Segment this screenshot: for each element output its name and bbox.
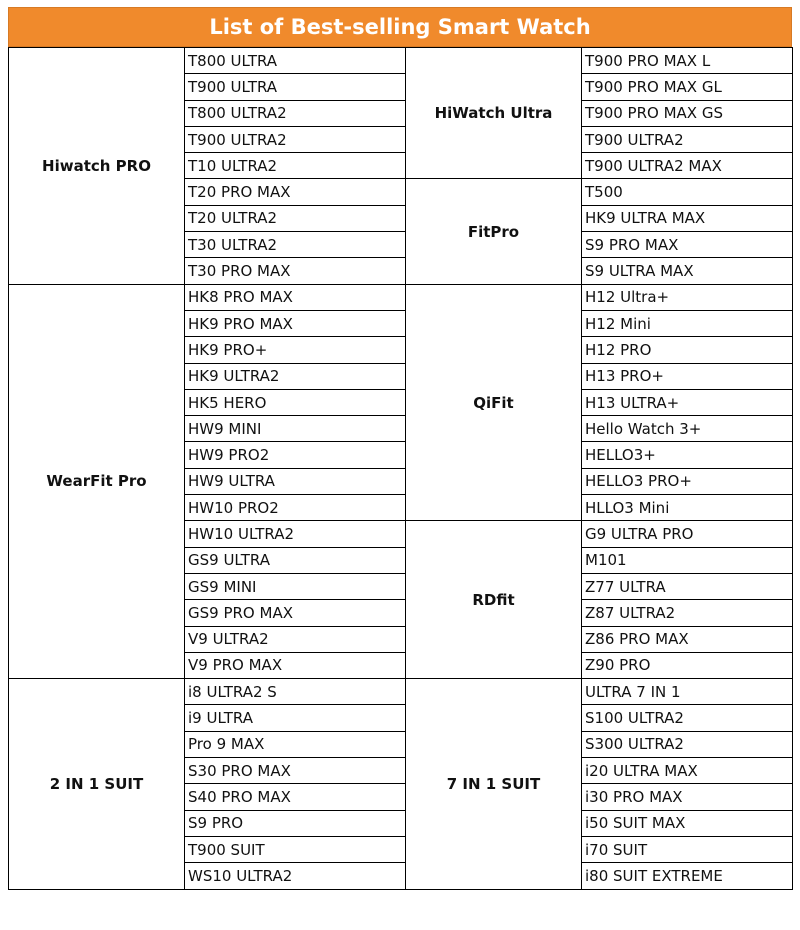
watch-table bbox=[8, 47, 793, 890]
watch-list-sheet bbox=[8, 7, 792, 890]
left-model-cell: HK9 PRO+ bbox=[185, 337, 406, 363]
left-model-cell: V9 PRO MAX bbox=[185, 652, 406, 678]
right-model-cell: T900 ULTRA2 MAX bbox=[582, 153, 793, 179]
right-model-cell: H12 Ultra+ bbox=[582, 284, 793, 310]
right-model-cell: T900 PRO MAX GL bbox=[582, 74, 793, 100]
right-model-cell: H12 Mini bbox=[582, 310, 793, 336]
right-model-cell: G9 ULTRA PRO bbox=[582, 521, 793, 547]
left-model-cell: T10 ULTRA2 bbox=[185, 153, 406, 179]
left-model-cell: HW10 ULTRA2 bbox=[185, 521, 406, 547]
right-model-cell: i80 SUIT EXTREME bbox=[582, 863, 793, 889]
left-model-cell: HW10 PRO2 bbox=[185, 495, 406, 521]
right-model-cell: S300 ULTRA2 bbox=[582, 731, 793, 757]
left-model-cell: T20 ULTRA2 bbox=[185, 205, 406, 231]
table-row bbox=[9, 679, 793, 705]
right-model-cell: S9 ULTRA MAX bbox=[582, 258, 793, 284]
left-brand-cell: WearFit Pro bbox=[9, 284, 185, 678]
left-model-cell: HK9 ULTRA2 bbox=[185, 363, 406, 389]
left-model-cell: V9 ULTRA2 bbox=[185, 626, 406, 652]
left-model-cell: T900 ULTRA bbox=[185, 74, 406, 100]
left-model-cell: Pro 9 MAX bbox=[185, 731, 406, 757]
left-model-cell: T20 PRO MAX bbox=[185, 179, 406, 205]
right-model-cell: ULTRA 7 IN 1 bbox=[582, 679, 793, 705]
left-model-cell: i8 ULTRA2 S bbox=[185, 679, 406, 705]
right-brand-cell: HiWatch Ultra bbox=[406, 48, 582, 179]
right-model-cell: HELLO3 PRO+ bbox=[582, 468, 793, 494]
right-brand-cell: RDfit bbox=[406, 521, 582, 679]
right-model-cell: T500 bbox=[582, 179, 793, 205]
right-model-cell: Z90 PRO bbox=[582, 652, 793, 678]
left-model-cell: HK9 PRO MAX bbox=[185, 310, 406, 336]
right-model-cell: T900 PRO MAX L bbox=[582, 48, 793, 74]
right-model-cell: S100 ULTRA2 bbox=[582, 705, 793, 731]
left-model-cell: T900 ULTRA2 bbox=[185, 126, 406, 152]
right-model-cell: S9 PRO MAX bbox=[582, 232, 793, 258]
left-model-cell: WS10 ULTRA2 bbox=[185, 863, 406, 889]
right-brand-cell: QiFit bbox=[406, 284, 582, 521]
right-model-cell: Z77 ULTRA bbox=[582, 573, 793, 599]
left-model-cell: S30 PRO MAX bbox=[185, 758, 406, 784]
right-model-cell: i20 ULTRA MAX bbox=[582, 758, 793, 784]
left-model-cell: i9 ULTRA bbox=[185, 705, 406, 731]
left-model-cell: HW9 ULTRA bbox=[185, 468, 406, 494]
left-brand-cell: Hiwatch PRO bbox=[9, 48, 185, 285]
left-model-cell: T30 ULTRA2 bbox=[185, 232, 406, 258]
right-model-cell: HLLO3 Mini bbox=[582, 495, 793, 521]
left-model-cell: GS9 PRO MAX bbox=[185, 600, 406, 626]
left-model-cell: T30 PRO MAX bbox=[185, 258, 406, 284]
right-model-cell: HELLO3+ bbox=[582, 442, 793, 468]
left-brand-cell: 2 IN 1 SUIT bbox=[9, 679, 185, 889]
right-model-cell: T900 ULTRA2 bbox=[582, 126, 793, 152]
watch-table-body bbox=[9, 48, 793, 890]
right-brand-cell: 7 IN 1 SUIT bbox=[406, 679, 582, 889]
left-model-cell: T900 SUIT bbox=[185, 836, 406, 862]
left-model-cell: GS9 ULTRA bbox=[185, 547, 406, 573]
left-model-cell: HW9 MINI bbox=[185, 416, 406, 442]
table-row bbox=[9, 48, 793, 74]
right-model-cell: HK9 ULTRA MAX bbox=[582, 205, 793, 231]
left-model-cell: GS9 MINI bbox=[185, 573, 406, 599]
right-model-cell: Hello Watch 3+ bbox=[582, 416, 793, 442]
left-model-cell: T800 ULTRA bbox=[185, 48, 406, 74]
left-model-cell: HW9 PRO2 bbox=[185, 442, 406, 468]
right-model-cell: i70 SUIT bbox=[582, 836, 793, 862]
right-model-cell: T900 PRO MAX GS bbox=[582, 100, 793, 126]
left-model-cell: HK5 HERO bbox=[185, 389, 406, 415]
left-model-cell: T800 ULTRA2 bbox=[185, 100, 406, 126]
table-row bbox=[9, 284, 793, 310]
right-model-cell: i30 PRO MAX bbox=[582, 784, 793, 810]
left-model-cell: S9 PRO bbox=[185, 810, 406, 836]
right-brand-cell: FitPro bbox=[406, 179, 582, 284]
right-model-cell: i50 SUIT MAX bbox=[582, 810, 793, 836]
right-model-cell: Z86 PRO MAX bbox=[582, 626, 793, 652]
left-model-cell: S40 PRO MAX bbox=[185, 784, 406, 810]
sheet-title: List of Best-selling Smart Watch bbox=[8, 7, 792, 47]
right-model-cell: H12 PRO bbox=[582, 337, 793, 363]
right-model-cell: H13 PRO+ bbox=[582, 363, 793, 389]
right-model-cell: M101 bbox=[582, 547, 793, 573]
right-model-cell: Z87 ULTRA2 bbox=[582, 600, 793, 626]
left-model-cell: HK8 PRO MAX bbox=[185, 284, 406, 310]
right-model-cell: H13 ULTRA+ bbox=[582, 389, 793, 415]
